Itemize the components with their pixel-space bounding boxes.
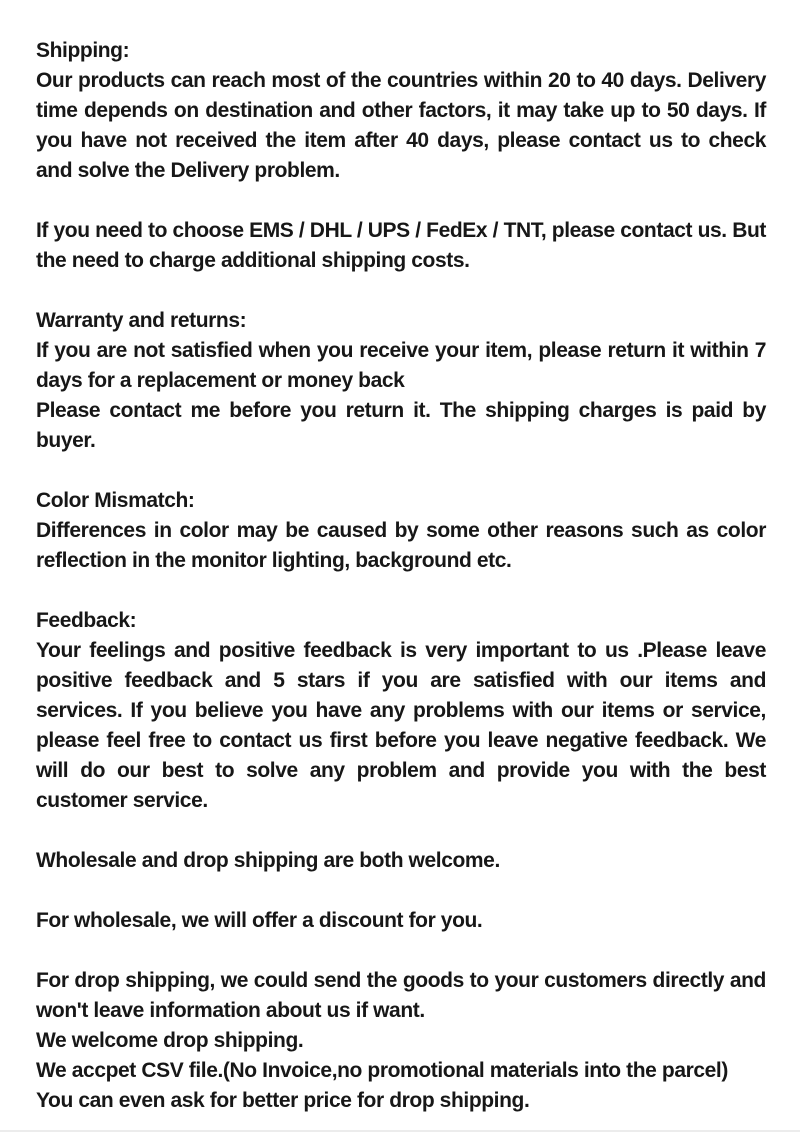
paragraph-wholesale-welcome: Wholesale and drop shipping are both welcome. bbox=[36, 849, 500, 872]
paragraph-express-couriers: If you need to choose EMS / DHL / UPS / FedEx / TNT, please contact us. But the need to charge additional shipping costs. bbox=[36, 219, 766, 272]
section-heading-warranty: Warranty and returns: bbox=[36, 309, 247, 332]
section-wholesale-discount bbox=[36, 906, 766, 936]
section-warranty-returns bbox=[36, 306, 766, 456]
paragraph-drop-shipping-price: You can even ask for better price for drop shipping. bbox=[36, 1089, 530, 1112]
section-feedback bbox=[36, 606, 766, 816]
paragraph-drop-shipping-csv: We accpet CSV file.(No Invoice,no promotional materials into the parcel) bbox=[36, 1059, 728, 1082]
section-shipping bbox=[36, 36, 766, 186]
paragraph-feedback: Your feelings and positive feedback is very important to us .Please leave positive feedback and 5 stars if you are satisfied with our items and services. If you believe you have any problems with our items or service, please feel free to contact us first before you leave negative feedback. We will do our best to solve any problem and provide you with the best customer service. bbox=[36, 639, 766, 812]
paragraph-drop-shipping-welcome: We welcome drop shipping. bbox=[36, 1029, 304, 1052]
section-heading-color-mismatch: Color Mismatch: bbox=[36, 489, 195, 512]
paragraph-shipping-delivery-time: Our products can reach most of the countries within 20 to 40 days. Delivery time depends on destination and other factors, it may take up to 50 days. If you have not received the item after 40 days, please contact us to check and solve the Delivery problem. bbox=[36, 69, 766, 182]
paragraph-color-mismatch: Differences in color may be caused by some other reasons such as color reflection in the monitor lighting, background etc. bbox=[36, 519, 766, 572]
paragraph-wholesale-discount: For wholesale, we will offer a discount for you. bbox=[36, 909, 483, 932]
section-express-couriers bbox=[36, 216, 766, 276]
section-heading-feedback: Feedback: bbox=[36, 609, 137, 632]
paragraph-return-policy: If you are not satisfied when you receive your item, please return it within 7 days for a replacement or money back bbox=[36, 339, 766, 392]
section-wholesale-welcome bbox=[36, 846, 766, 876]
section-heading-shipping: Shipping: bbox=[36, 39, 130, 62]
paragraph-drop-shipping-direct: For drop shipping, we could send the goods to your customers directly and won't leave information about us if want. bbox=[36, 969, 766, 1022]
paragraph-return-contact: Please contact me before you return it. The shipping charges is paid by buyer. bbox=[36, 399, 766, 452]
section-color-mismatch bbox=[36, 486, 766, 576]
section-drop-shipping bbox=[36, 966, 766, 1116]
